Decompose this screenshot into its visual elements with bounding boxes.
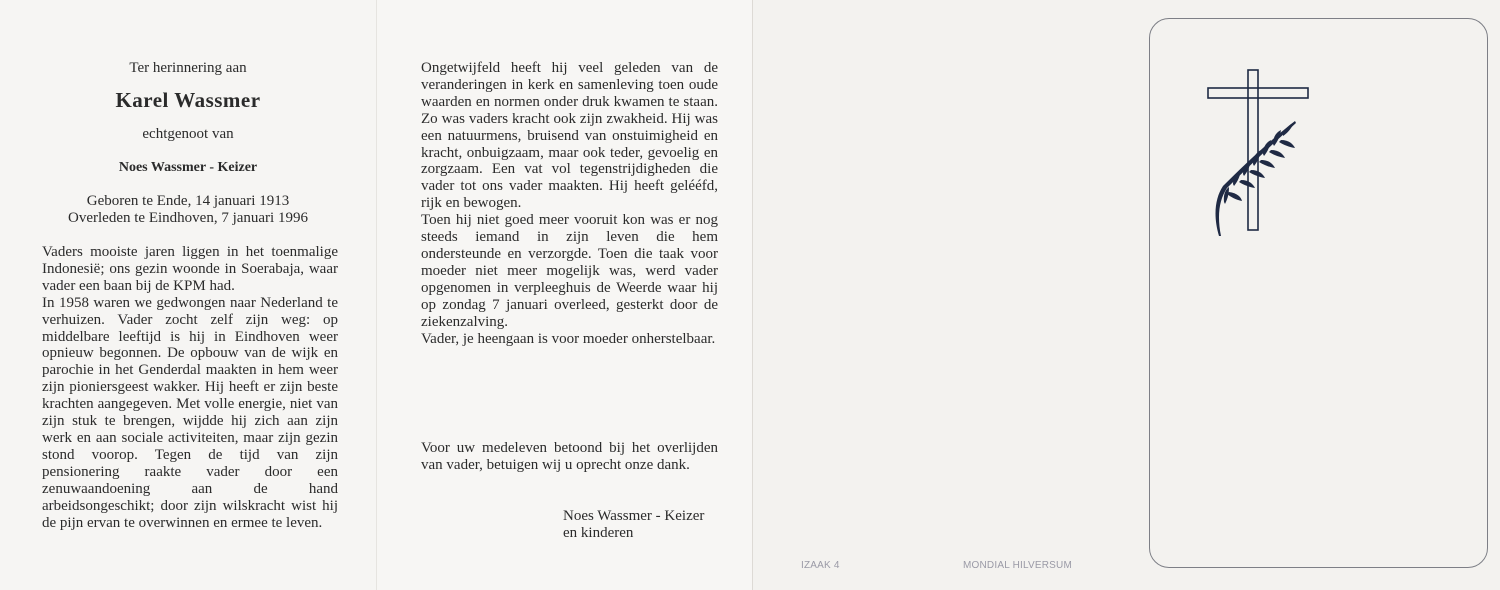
deceased-name: Karel Wassmer: [115, 88, 261, 112]
signature-name: Noes Wassmer - Keizer: [563, 508, 705, 524]
printer-code: IZAAK 4: [801, 560, 840, 571]
spouse-name: Noes Wassmer - Keizer: [118, 160, 258, 175]
reflection-paragraph: Ongetwijfeld heeft hij veel geleden van de veranderingen in kerk en samenleving toen oude waarden en normen onder druk kwamen te staan. Zo was vaders kracht ook zijn zwakheid. Hij was een natuurmens, bruisend van onstuimigheid en kracht, onbuigzaam, maar ook teder, gevoelig en zorgzaam. Een vat vol tegenstrijdigheden die vader tot ons vader maakten. Hij heeft gelééfd, rijk en bewogen.: [421, 60, 718, 212]
card-frame: [1149, 18, 1488, 568]
death-line: Overleden te Eindhoven, 7 januari 1996: [68, 210, 308, 226]
signature: [563, 508, 704, 542]
biography-paragraph: In 1958 waren we gedwongen naar Nederland te verhuizen. Vader zocht zelf zijn weg: op middelbare leeftijd is hij in Eindhoven weer opnieuw begonnen. De opbouw van de wijk en parochie in het Genderdal maakten in hem weer zijn pioniersgeest wakker. Hij heeft er zijn beste krachten aangegeven. Met volle energie, niet van zijn stuk te brengen, wijdde hij zich aan zijn werk en aan sociale activiteiten, maar zijn gezin stond voorop. Tegen de tijd van zijn pensionering raakte vader door een zenuwaandoening aan de hand arbeidsongeschikt; door zijn wilskracht wist hij de pijn ervan te overwinnen en ermee te leven.: [42, 294, 338, 531]
left-panel: [0, 0, 376, 590]
cross-with-palm-branch-icon: [1203, 66, 1313, 241]
biography-paragraph: Vaders mooiste jaren liggen in het toenmalige Indonesië; ons gezin woonde in Soerabaja, waar vader een baan bij de KPM had.: [42, 244, 338, 294]
reflection-paragraph: Vader, je heengaan is voor moeder onherstelbaar.: [421, 330, 716, 347]
thanks-paragraph: Voor uw medeleven betoond bij het overlijden van vader, betuigen wij u oprecht onze dank.: [421, 440, 718, 473]
birth-line: Geboren te Ende, 14 januari 1913: [86, 193, 290, 209]
biography-text: [42, 244, 338, 531]
printer-name: MONDIAL HILVERSUM: [963, 560, 1072, 571]
intro-text: Ter herinnering aan: [129, 60, 247, 76]
thanks-text: [421, 440, 718, 474]
middle-panel: [376, 0, 753, 590]
reflection-paragraph: Toen hij niet goed meer vooruit kon was er nog steeds iemand in zijn leven die hem ondersteunde en verzorgde. Toen die taak voor moeder niet meer mogelijk was, werd vader opgenomen in verpleeghuis de Weerde waar hij op zondag 7 januari overleed, gesterkt door de ziekenzalving.: [421, 212, 718, 330]
spouse-label: echtgenoot van: [142, 126, 234, 142]
cover-panel: [752, 0, 1500, 590]
signature-family: en kinderen: [563, 525, 634, 541]
reflection-text: [421, 60, 718, 347]
